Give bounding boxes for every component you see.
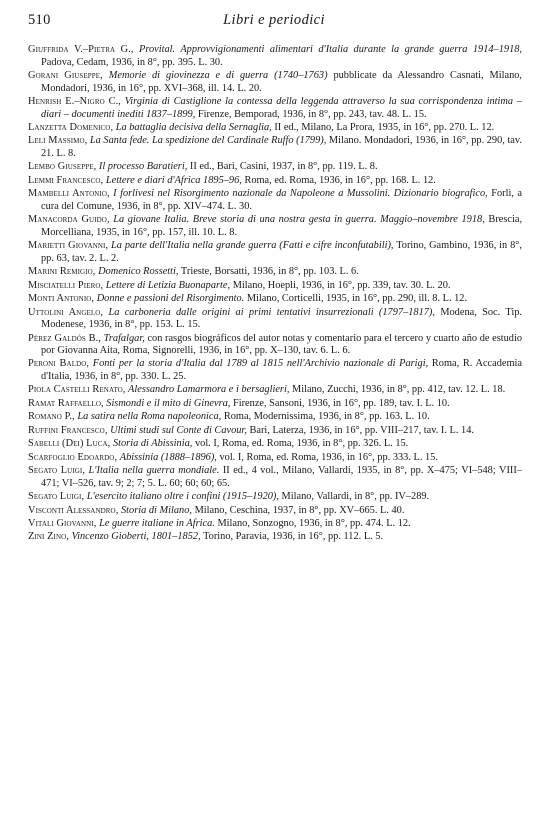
bibliography-entry (28, 214, 522, 239)
bibliography-entry (28, 384, 522, 397)
bibliography-entry (28, 398, 522, 411)
entry-title: Provital. Approvvigionamenti alimentari d'Italia durante la grande guerra 1914–1918, (139, 44, 523, 55)
entry-title: La giovane Italia. Breve storia di una nostra gesta in guerra. Maggio–novembre 1918, (113, 214, 485, 226)
entry-title: Storia di Milano, (120, 504, 192, 516)
bibliography-entry (28, 438, 522, 451)
entry-title: Abissinia (1888–1896), (119, 451, 217, 463)
entry-details: Milano, Zucchi, 1936, in 8°, pp. 412, tav. 12. L. 18. (292, 384, 506, 396)
entry-title: Il processo Baratieri, (98, 161, 188, 173)
entry-author: Pérez Galdós B., (28, 332, 102, 344)
entry-author: Giuffrida V.–Pietra G., (28, 44, 134, 55)
bibliography-entry (28, 465, 522, 490)
bibliography-entry (28, 491, 522, 504)
entry-author: Ruffini Francesco, (28, 424, 108, 436)
bibliography-entry (28, 411, 522, 424)
bibliography-entry (28, 505, 522, 518)
entry-author: Segato Luigi, (28, 465, 86, 477)
bibliography-entry (28, 333, 522, 358)
entry-details: Milano, Ceschina, 1937, in 8°, pp. XV–665. L. 40. (194, 504, 405, 516)
bibliography-entry (28, 266, 522, 279)
entry-details: Milano. Mondadori, 1936, in 16°, pp. 290, tav. 21. L. 8. (41, 135, 522, 159)
entry-details: Roma, ed. Roma, 1936, in 16°, pp. 168. L. 12. (244, 174, 436, 186)
entry-title: Storia di Abissinia, (112, 438, 193, 450)
entry-details: Firenze, Bemporad, 1936, in 8°, pp. 243, tav. 48. L. 15. (197, 108, 427, 120)
entry-details: II ed., Bari, Casini, 1937, in 8°, pp. 119. L. 8. (189, 161, 378, 173)
entry-title: Trafalgar, (103, 332, 145, 344)
entry-title: Memorie di giovinezza e di guerra (1740–1763) (108, 69, 328, 81)
entry-author: Monti Antonio, (28, 293, 95, 305)
bibliography-entry (28, 307, 522, 332)
entry-details: vol. I, Roma, ed. Roma, 1936, in 16°, pp. 333. L. 15. (219, 451, 438, 463)
bibliography-entry (28, 96, 522, 121)
entry-author: Peroni Baldo, (28, 358, 90, 370)
entry-title: Lettere di Letizia Buonaparte, (105, 279, 231, 291)
entry-title: La satira nella Roma napoleonica, (77, 411, 222, 423)
entry-author: Gorani Giuseppe, (28, 69, 103, 81)
entry-title: L'Italia nella guerra mondiale. (88, 465, 220, 477)
entry-details: pubblicate da Alessandro Casnati, Milano, Mondadori, 1936, in 16°, pp. XVI–368, ill. 14. L. 20. (41, 69, 522, 94)
bibliography-entry (28, 175, 522, 188)
entry-title: La carboneria dalle origini ai primi tentativi insurrezionali (1797–1817), (108, 306, 435, 318)
entry-author: Sabelli (Dei) Luca, (28, 438, 111, 450)
bibliography-entry (28, 358, 522, 383)
bibliography-entry (28, 44, 522, 69)
bibliography-entry (28, 70, 522, 95)
entry-details: Milano, Corticelli, 1935, in 16°, pp. 290, ill. 8. L. 12. (246, 293, 468, 305)
page-header (28, 12, 520, 34)
entry-details: Milano, Vallardi, in 8°, pp. IV–289. (281, 491, 430, 503)
entry-author: Lemmi Francesco, (28, 174, 104, 186)
entry-title: I forlivesi nel Risorgimento nazionale da Napoleone a Mussolini. Dizionario biografico, (113, 188, 488, 200)
entry-title: La Santa fede. La spedizione del Cardinale Ruffo (1799), (89, 135, 327, 147)
entry-author: Visconti Alessandro, (28, 504, 119, 516)
entry-details: Bari, Laterza, 1936, in 16°, pp. VIII–217, tav. I. L. 14. (249, 424, 474, 436)
bibliography-entry (28, 188, 522, 213)
bibliography-entry (28, 518, 522, 531)
entry-title: Sismondi e il mito di Ginevra, (106, 397, 231, 409)
entry-details: Roma, Modernissima, 1936, in 8°, pp. 163. L. 10. (223, 411, 430, 423)
entry-details: Padova, Cedam, 1936, in 8°, pp. 395. L. 30. (41, 56, 223, 68)
entry-title: L'esercito italiano oltre i confini (1915–1920), (86, 491, 279, 503)
bibliography-entry (28, 240, 522, 265)
entry-title: Alessandro Lamarmora e i bersaglieri, (128, 384, 290, 396)
entry-title: Fonti per la storia d'Italia dal 1789 al 1815 nell'Archivio nazionale di Parigi, (92, 358, 429, 370)
entry-author: Piola Castelli Renato, (28, 384, 126, 396)
entry-author: Vitali Giovanni, (28, 517, 97, 529)
entry-details: Milano, Hoepli, 1936, in 16°, pp. 339, tav. 30. L. 20. (232, 279, 451, 291)
entry-details: Torino, Gambino, 1936, in 8°, pp. 63, tav. 2. L. 2. (41, 240, 522, 264)
entry-title: Domenico Rossetti, (98, 266, 179, 278)
entry-title: La parte dell'Italia nella grande guerra (Fatti e cifre inconfutabili), (111, 240, 394, 252)
bibliography-entry (28, 161, 522, 174)
entry-author: Ramat Raffaello, (28, 397, 104, 409)
entry-details: Trieste, Borsatti, 1936, in 8°, pp. 103. L. 6. (180, 266, 359, 278)
entry-author: Zini Zino, (28, 531, 69, 543)
entry-details: Modena, Soc. Tip. Modenese, 1936, in 8°, pp. 153. L. 15. (41, 306, 522, 331)
entry-author: Uttolini Angelo, (28, 306, 104, 318)
bibliography-entry (28, 293, 522, 306)
bibliography-list (28, 44, 522, 545)
entry-author: Marietti Giovanni, (28, 240, 109, 252)
bibliography-entry (28, 135, 522, 160)
bibliography-entry (28, 122, 522, 135)
entry-author: Scarfoglio Edoardo, (28, 451, 118, 463)
entry-details: vol. I, Roma, ed. Roma, 1936, in 8°, pp. 326. L. 15. (194, 438, 409, 450)
entry-author: Leli Massimo, (28, 135, 88, 147)
entry-title: Donne e passioni del Risorgimento. (96, 293, 245, 305)
running-title: Libri e periodici (223, 12, 325, 28)
entry-author: Lembo Giuseppe, (28, 161, 97, 173)
entry-details: Brescia, Morcelliana, 1935, in 16°, pp. 157, ill. 10. L. 8. (41, 214, 523, 238)
entry-author: Marini Remigio, (28, 266, 96, 278)
entry-title: Virginia di Castiglione la contessa della leggenda attraverso la sua corrispondenza intima – diari – documenti inediti 1837–1899, (41, 95, 522, 120)
entry-title: Ultimi studi sul Conte di Cavour, (110, 424, 247, 436)
entry-author: Manacorda Guido, (28, 214, 110, 226)
entry-author: Misciatelli Piero, (28, 279, 104, 291)
entry-details: Torino, Paravia, 1936, in 16°, pp. 112. L. 5. (203, 531, 384, 543)
entry-title: Vincenzo Gioberti, 1801–1852, (71, 531, 201, 543)
page-number: 510 (28, 12, 51, 28)
entry-details: Milano, Sonzogno, 1936, in 8°, pp. 474. L. 12. (217, 517, 411, 529)
entry-details: Roma, R. Accademia d'Italia, 1936, in 8°, pp. 330. L. 25. (41, 358, 522, 383)
bibliography-entry (28, 425, 522, 438)
entry-details: con rasgos biográficos del autor notas y comentario para el tercero y cuarto año de estudio por Giovanna Aita, Roma, Signorelli, 1936, in 16°, pp. X–130, tav. 6. L. 6. (41, 332, 522, 357)
entry-title: La battaglia decisiva della Sernaglia, (115, 121, 272, 133)
entry-title: Le guerre italiane in Africa. (99, 517, 215, 529)
entry-details: Firenze, Sansoni, 1936, in 16°, pp. 189, tav. I. L. 10. (232, 397, 450, 409)
entry-author: Romano P., (28, 411, 75, 423)
entry-details: II ed., 4 vol., Milano, Vallardi, 1935, in 8°, pp. X–475; VI–548; VIII–471; VI–526, tav. 9; 2; 7; 5. L. 60; 60; 60; 65. (41, 465, 522, 489)
entry-title: Lettere e diari d'Africa 1895–96, (105, 174, 242, 186)
bibliography-entry (28, 280, 522, 293)
bibliography-entry (28, 531, 522, 544)
entry-author: Segato Luigi, (28, 491, 85, 503)
entry-author: Henrish E.–Nigro C., (28, 95, 121, 107)
entry-author: Lanzetta Domenico, (28, 121, 114, 133)
entry-author: Mambelli Antonio, (28, 188, 110, 200)
bibliography-entry (28, 452, 522, 465)
entry-details: II ed., Milano, La Prora, 1935, in 16°, pp. 270. L. 12. (274, 121, 495, 133)
entry-details: Forlì, a cura del Comune, 1936, in 8°, pp. XIV–474. L. 30. (41, 188, 522, 212)
